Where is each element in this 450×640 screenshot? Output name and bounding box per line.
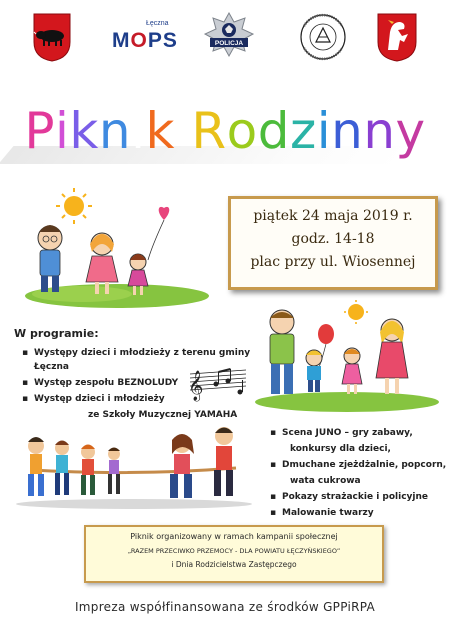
bullet-icon: ▪ [22, 348, 29, 358]
sun-icon [344, 300, 368, 324]
title-letter: n [363, 102, 396, 160]
title-letter: k [69, 102, 99, 160]
title-letter: n [331, 102, 364, 160]
svg-text:𝄞: 𝄞 [188, 371, 204, 401]
mops-label: MOPS [112, 29, 178, 52]
bullet-icon: ▪ [270, 428, 277, 438]
program-heading: W programie: [14, 327, 99, 340]
police-star-logo-icon [200, 12, 258, 62]
family-illustration-right [252, 300, 442, 412]
title-letter: d [257, 102, 290, 160]
program-item-1-line-2: Łęczna [34, 362, 69, 372]
campaign-info-box [84, 525, 384, 583]
title-letter: y [395, 102, 426, 160]
mops-logo [108, 18, 176, 62]
bullet-icon: ▪ [270, 460, 277, 470]
title-letter: k [145, 102, 175, 160]
title-letter: P [24, 102, 56, 160]
title-letter: i [131, 102, 146, 160]
campaign-line-2: „RAZEM PRZECIWKO PRZEMOCY - DLA POWIATU ŁĘCZYŃSKIEGO” [127, 547, 341, 555]
attraction-2-line-1: Dmuchane zjeżdżalnie, popcorn, [282, 460, 447, 470]
bullet-icon: ▪ [270, 492, 277, 502]
event-time: godz. 14-18 [291, 231, 375, 247]
pcpr-round-logo-icon [294, 12, 352, 62]
attraction-1-line-2: konkursy dla dzieci, [290, 444, 391, 454]
program-item-1-line-1: Występy dzieci i młodzieży z terenu gminy [34, 348, 251, 358]
campaign-line-3: i Dnia Rodzicielstwa Zastępczego [171, 560, 297, 569]
event-date: piątek 24 maja 2019 r. [253, 208, 413, 224]
family-illustration-left [22, 186, 212, 308]
title-space [175, 102, 191, 160]
tug-of-war-illustration [12, 418, 258, 510]
attraction-4: Malowanie twarzy [282, 508, 374, 518]
police-label: POLICJA [214, 40, 244, 47]
event-place: plac przy ul. Wiosennej [250, 254, 416, 270]
sun-icon [56, 188, 92, 224]
program-item-2: Występ zespołu BEZNOLUDY [34, 378, 179, 388]
attraction-1-line-1: Scena JUNO – gry zabawy, [282, 428, 413, 438]
title-letter: z [289, 102, 317, 160]
program-item-3-line-2: ze Szkoły Muzycznej YAMAHA [88, 410, 238, 420]
coat-of-arms-boar-icon [32, 12, 72, 62]
music-notes-icon [186, 362, 248, 406]
program-item-3-line-1: Występ dzieci i młodzieży [34, 394, 165, 404]
campaign-line-1: Piknik organizowany w ramach kampanii społecznej [130, 532, 338, 541]
title-letter: i [55, 102, 70, 160]
bullet-icon: ▪ [270, 508, 277, 518]
title-letter: i [316, 102, 332, 160]
heart-balloon-icon [159, 207, 170, 220]
title-letter: R [191, 102, 227, 160]
event-info-box [228, 196, 438, 290]
attraction-2-line-2: wata cukrowa [290, 476, 361, 486]
coat-of-arms-griffin-icon [376, 12, 418, 62]
mops-town-label: Łęczna [146, 20, 169, 27]
balloon-icon [318, 324, 334, 344]
mops-o-letter: O [130, 29, 148, 52]
cofinancing-footer: Impreza współfinansowana ze środków GPPiRPA [74, 600, 376, 614]
title-letter: n [98, 102, 132, 160]
bullet-icon: ▪ [22, 394, 29, 404]
page-title [0, 102, 450, 160]
attraction-3: Pokazy strażackie i policyjne [282, 492, 429, 502]
title-letter: o [226, 102, 258, 160]
bullet-icon: ▪ [22, 378, 29, 388]
